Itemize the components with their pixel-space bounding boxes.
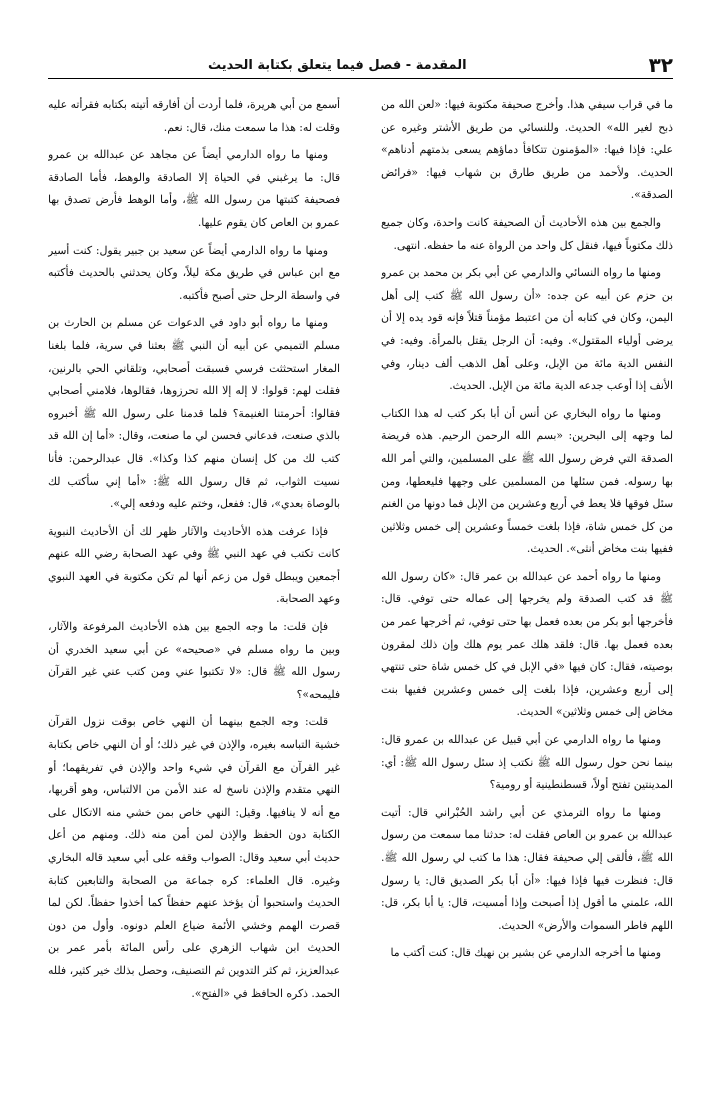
page-number: ٣٢ [648, 53, 673, 77]
paragraph: ومنها ما رواه الدارمي عن أبي قبيل عن عبدالله بن عمرو قال: بينما نحن حول رسول الله ﷺ نكتب إذ سئل رسول الله ﷺ: أي: المدينتين تفتح أولاً، قسطنطينية أو رومية؟ [381, 733, 673, 792]
paragraph: ما في قراب سيفي هذا. وأخرج صحيفة مكتوبة فيها: «لعن الله من ذبح لغير الله» الحديث. وللنسائي من طريق الأشتر وغيره عن علي: فإذا فيها: «المؤمنون تتكافأ دماؤهم يسعى بذمتهم أدناهم» الحديث. ولأحمد من طريق طارق بن شهاب فيها: «فرائض الصدقة». [381, 98, 673, 202]
paragraph: ومنها ما رواه الدارمي أيضاً عن مجاهد عن عبدالله بن عمرو قال: ما يرغبني في الحياة إلا الصادقة والوهط، فأما الصادقة فصحيفة كتبتها من رسول الله ﷺ، وأما الوهط فأرض تصدق بها عمرو بن العاص كان يقوم عليها. [48, 148, 340, 229]
paragraph: أسمع من أبي هريرة، فلما أردت أن أفارقه أتيته بكتابه فقرأته عليه وقلت له: هذا ما سمعت منك، قال: نعم. [48, 98, 340, 134]
paragraph: قلت: وجه الجمع بينهما أن النهي خاص بوقت نزول القرآن خشية التباسه بغيره، والإذن في غير ذلك؛ أو أن النهي خاص بكتابة غير القرآن مع القرآن في شيء واحد والإذن في تفريقهما؛ أو النهي متقدم والإذن ناسخ له عند الأمن من الالتباس، وهو أقربها، مع أنه لا ينافيها. وقيل: النهي خاص بمن خشي منه الاتكال على الكتابة دون الحفظ والإذن لمن أمن منه ذلك. ومنهم من أعل حديث أبي سعيد وقال: الصواب وقفه على أبي سعيد قاله البخاري وغيره. قال العلماء: كره جماعة من الصحابة والتابعين كتابة الحديث واستحبوا أن يؤخذ عنهم حفظاً كما أخذوا حفظاً. لكن لما قصرت الهمم وخشي الأئمة ضياع العلم دونوه. وأول من دون الحديث ابن شهاب الزهري على رأس المائة بأمر عمر بن عبدالعزيز، ثم كثر التدوين ثم التصنيف، وحصل بذلك خير كثير، فلله الحمد. ذكره الحافظ في «الفتح». [48, 715, 340, 1000]
paragraph: فإذا عرفت هذه الأحاديث والآثار ظهر لك أن الأحاديث النبوية كانت تكتب في عهد النبي ﷺ وفي عهد الصحابة رضي الله عنهم أجمعين ويبطل قول من زعم أنها لم تكن مكتوبة في العهد النبوي وعهد الصحابة. [48, 524, 340, 606]
paragraph: فإن قلت: ما وجه الجمع بين هذه الأحاديث المرفوعة والآثار، وبين ما رواه مسلم في «صحيحه» عن أبي سعيد الخدري أن رسول الله ﷺ قال: «لا تكتبوا عني ومن كتب عني غير القرآن فليمحه»؟ [48, 620, 340, 701]
page-header [48, 52, 673, 79]
left-column [48, 94, 340, 1104]
paragraph: ومنها ما رواه النسائي والدارمي عن أبي بكر بن محمد بن عمرو بن حزم عن أبيه عن جده: «أن رسول الله ﷺ كتب إلى أهل اليمن، وكان في كتابه أن من اعتبط مؤمناً قتلاً فإنه قود يده إلا أن يرضى أولياء المقتول». وفيه: أن الرجل يقتل بالمرأة. وفيه: في النفس الدية مائة من الإبل، وعلى أهل الذهب ألف دينار، وفي الأنف إذا أوعب جدعه الدية مائة من الإبل. الحديث. [381, 266, 673, 393]
running-title: المقدمة - فصل فيما يتعلق بكتابة الحديث [208, 57, 467, 73]
paragraph: والجمع بين هذه الأحاديث أن الصحيفة كانت واحدة، وكان جميع ذلك مكتوباً فيها، فنقل كل واحد من الرواة عنه ما حفظه. انتهى. [381, 215, 673, 252]
paragraph: ومنها ما رواه البخاري عن أنس أن أبا بكر كتب له هذا الكتاب لما وجهه إلى البحرين: «بسم الله الرحمن الرحيم. هذه فريضة الصدقة التي فرض رسول الله ﷺ على المسلمين، والتي أمر الله بها رسوله. فمن سئلها من المسلمين على وجهها فليعطها، ومن سئل فوقها فلا يعط في أربع وعشرين من الإبل فما دونها من الغنم من كل خمس شاة، فإذا بلغت خمساً وعشرين إلى خمس وثلاثين ففيها بنت مخاض أنثى». الحديث. [381, 406, 673, 556]
right-column [381, 94, 673, 1104]
paragraph: ومنها ما رواه أبو داود في الدعوات عن مسلم بن الحارث بن مسلم التميمي عن أبيه أن النبي ﷺ بعثنا في سرية، فلما بلغنا المغار استحثثت فرسي فسبقت أصحابي، وتلقاني الحي بالرنين، فقلت لهم: قولوا: لا إله إلا الله تحرزوها، فقالوها، فلامني أصحابي فقالوا: أحرمتنا الغنيمة؟ فلما قدمنا على رسول الله ﷺ أخبروه بالذي صنعت، فدعاني فحسن لي ما صنعت، وقال: «أما إن الله قد كتب لك من كل إنسان منهم كذا وكذا». قال عبدالرحمن: فأنا نسيت الثواب، ثم قال رسول الله ﷺ: «أما إني سأكتب لك بالوصاة بعدي»، قال: ففعل، وختم عليه ودفعه إلي». [48, 316, 340, 511]
paragraph: ومنها ما أخرجه الدارمي عن بشير بن نهيك قال: كنت أكتب ما [390, 946, 661, 960]
paragraph: ومنها ما رواه أحمد عن عبدالله بن عمر قال: «كان رسول الله ﷺ قد كتب الصدقة ولم يخرجها إلى عماله حتى توفي. قال: فأخرجها أبو بكر من بعده فعمل بها حتى توفي، ثم أخرجها عمر من بعده فعمل بها. قال: فلقد هلك عمر يوم هلك وإن ذلك لمقرون بوصيته، فقال: كان فيها «في الإبل في كل خمس شاة حتى تنتهي إلى أربع وعشرين، فإذا بلغت إلى خمس وعشرين ففيها بنت مخاض إلى خمس وثلاثين» الحديث. [381, 569, 673, 719]
paragraph: ومنها ما رواه الدارمي أيضاً عن سعيد بن جبير يقول: كنت أسير مع ابن عباس في طريق مكة ليلاً، وكان يحدثني بالحديث فأكتبه في واسطة الرحل حتى أصبح فأكتبه. [48, 243, 340, 302]
paragraph: ومنها ما رواه الترمذي عن أبي راشد الحُبْراني قال: أتيت عبدالله بن عمرو بن العاص فقلت له: حدثنا مما سمعت من رسول الله ﷺ، فألقى إلي صحيفة فقال: هذا ما كتب لي رسول الله ﷺ. قال: فنظرت فيها فإذا فيها: «أن أبا بكر الصديق قال: يا رسول الله، علمني ما أقول إذا أصبحت وإذا أمسيت، قال: يا أبا بكر، قل: اللهم فاطر السموات والأرض» الحديث. [381, 805, 673, 932]
